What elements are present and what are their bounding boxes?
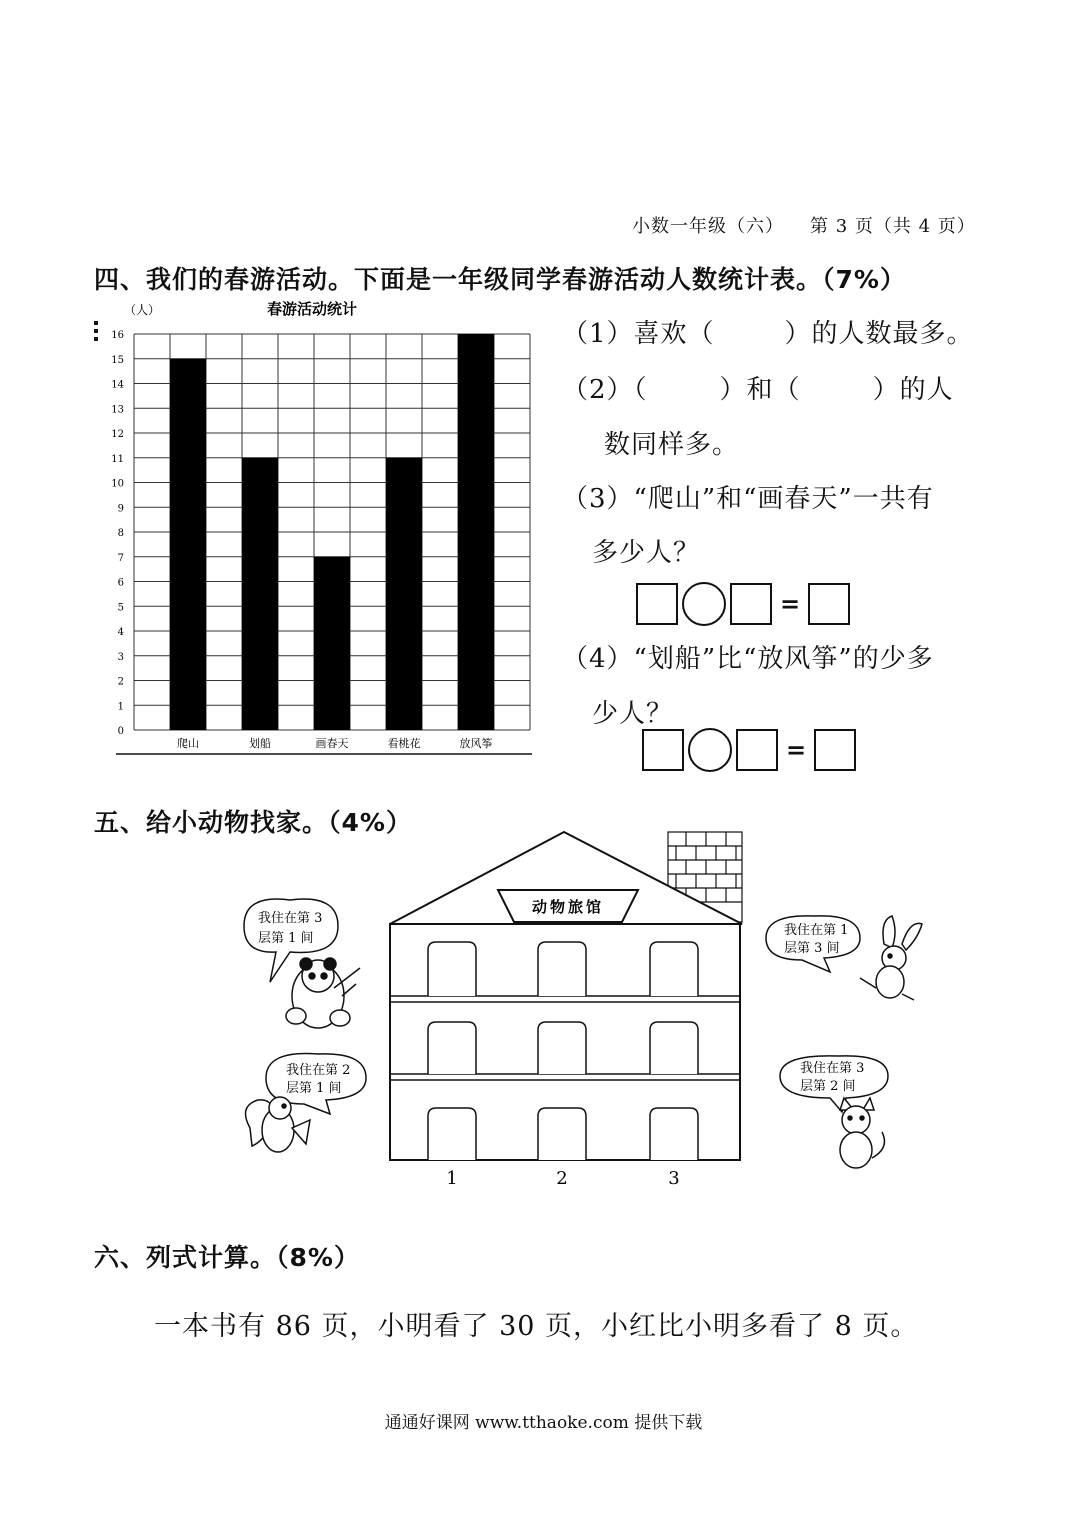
y-tick-label-15: 15 (111, 354, 124, 366)
hotel-doors (428, 942, 698, 1160)
y-tick-label-12: 12 (111, 429, 124, 440)
answer-box-3b[interactable] (730, 583, 772, 625)
panda-icon (286, 958, 360, 1028)
answer-box-3c[interactable] (808, 583, 850, 625)
x-tick-label-3: 看桃花 (387, 737, 421, 750)
column-number-3: 3 (668, 1168, 680, 1189)
question-2-text-b: ）和（ (719, 375, 801, 405)
rabbit-icon (860, 916, 922, 1000)
door-floor3-room3 (650, 942, 698, 996)
answer-box-3a[interactable] (636, 583, 678, 625)
question-2-text-a: （2）（ (562, 375, 648, 405)
y-tick-label-9: 9 (117, 503, 124, 515)
answer-box-4a[interactable] (642, 729, 684, 771)
bubble-rabbit-line2: 层第 3 间 (784, 941, 840, 956)
page-header (632, 212, 976, 238)
bar-2 (314, 557, 350, 730)
question-3: （3）“爬山”和“画春天”一共有 (562, 484, 934, 514)
question-4: （4）“划船”比“放风筝”的少多 (562, 644, 934, 674)
door-floor3-room1 (428, 942, 476, 996)
grade-label: 小数一年级（六） (632, 216, 784, 237)
x-tick-label-0: 爬山 (177, 737, 199, 750)
hotel-illustration (230, 828, 930, 1198)
chart-title: 春游活动统计 (266, 300, 358, 318)
question-2-continued: 数同样多。 (604, 430, 740, 460)
y-tick-label-1: 1 (117, 701, 124, 713)
answer-box-4c[interactable] (814, 729, 856, 771)
door-floor1-room2 (538, 1108, 586, 1160)
speech-bubble-rabbit (766, 916, 860, 972)
bubble-squirrel-line1: 我住在第 2 (286, 1063, 351, 1078)
question-1 (562, 313, 974, 350)
word-problem: 一本书有 86 页，小明看了 30 页，小红比小明多看了 8 页。 (154, 1311, 919, 1342)
bubble-rabbit-line1: 我住在第 1 (784, 923, 849, 938)
page-number: 第 3 页（共 4 页） (810, 216, 976, 237)
cat-icon (840, 1098, 884, 1168)
y-tick-label-4: 4 (117, 627, 124, 638)
door-floor2-room1 (428, 1022, 476, 1074)
y-tick-label-14: 14 (111, 379, 124, 391)
bar-chart (90, 295, 540, 765)
x-tick-labels (177, 736, 493, 750)
y-tick-label-2: 2 (117, 676, 124, 688)
y-axis-margin-dots (94, 321, 98, 341)
y-tick-label-13: 13 (111, 404, 124, 416)
equation-row-4 (642, 728, 856, 772)
section-4-title: 四、我们的春游活动。下面是一年级同学春游活动人数统计表。（7%） (94, 265, 906, 294)
x-tick-label-2: 画春天 (315, 737, 349, 750)
question-2 (562, 369, 954, 406)
operator-circle-4[interactable] (688, 728, 732, 772)
answer-box-4b[interactable] (736, 729, 778, 771)
question-2-text-c: ）的人 (872, 375, 954, 405)
y-tick-labels (111, 330, 124, 737)
question-4-continued: 少人？ (592, 699, 674, 729)
equals-sign: = (780, 590, 801, 618)
x-tick-label-4: 放风筝 (459, 737, 493, 750)
equals-sign: = (786, 736, 807, 764)
question-3-continued: 多少人？ (592, 538, 701, 568)
door-floor3-room2 (538, 942, 586, 996)
y-tick-label-5: 5 (117, 602, 124, 614)
bar-0 (170, 359, 206, 730)
door-floor1-room1 (428, 1108, 476, 1160)
squirrel-icon (246, 1097, 311, 1152)
y-tick-label-10: 10 (111, 478, 124, 490)
section-5-title: 五、给小动物找家。（4%） (94, 808, 412, 837)
bubble-panda-line1: 我住在第 3 (258, 911, 323, 926)
section-6-title: 六、列式计算。（8%） (94, 1243, 360, 1272)
bubble-squirrel-line2: 层第 1 间 (286, 1081, 342, 1096)
bubble-cat-line2: 层第 2 间 (800, 1079, 856, 1094)
y-tick-label-16: 16 (111, 330, 124, 341)
door-floor2-room2 (538, 1022, 586, 1074)
hotel-sign: 动物旅馆 (531, 898, 605, 916)
bar-1 (242, 458, 278, 730)
y-tick-label-8: 8 (117, 528, 124, 539)
y-tick-label-0: 0 (117, 726, 124, 737)
y-tick-label-7: 7 (117, 552, 124, 564)
y-tick-label-3: 3 (117, 651, 124, 663)
y-tick-label-11: 11 (111, 453, 124, 465)
door-floor1-room3 (650, 1108, 698, 1160)
y-tick-label-6: 6 (117, 577, 124, 589)
column-number-1: 1 (446, 1168, 458, 1189)
bar-3 (386, 458, 422, 730)
operator-circle-3[interactable] (682, 582, 726, 626)
bubble-cat-line1: 我住在第 3 (800, 1061, 865, 1076)
column-number-2: 2 (556, 1168, 568, 1189)
question-1-text-b: ）的人数最多。 (784, 319, 974, 349)
footer: 通通好课网 www.tthaoke.com 提供下载 (384, 1413, 703, 1433)
bubble-panda-line2: 层第 1 间 (258, 931, 314, 946)
bar-4 (458, 334, 494, 730)
y-axis-label: （人） (124, 303, 161, 317)
question-1-text-a: （1）喜欢（ (562, 319, 715, 349)
equation-row-3 (636, 582, 850, 626)
door-floor2-room3 (650, 1022, 698, 1074)
x-tick-label-1: 划船 (249, 737, 271, 750)
